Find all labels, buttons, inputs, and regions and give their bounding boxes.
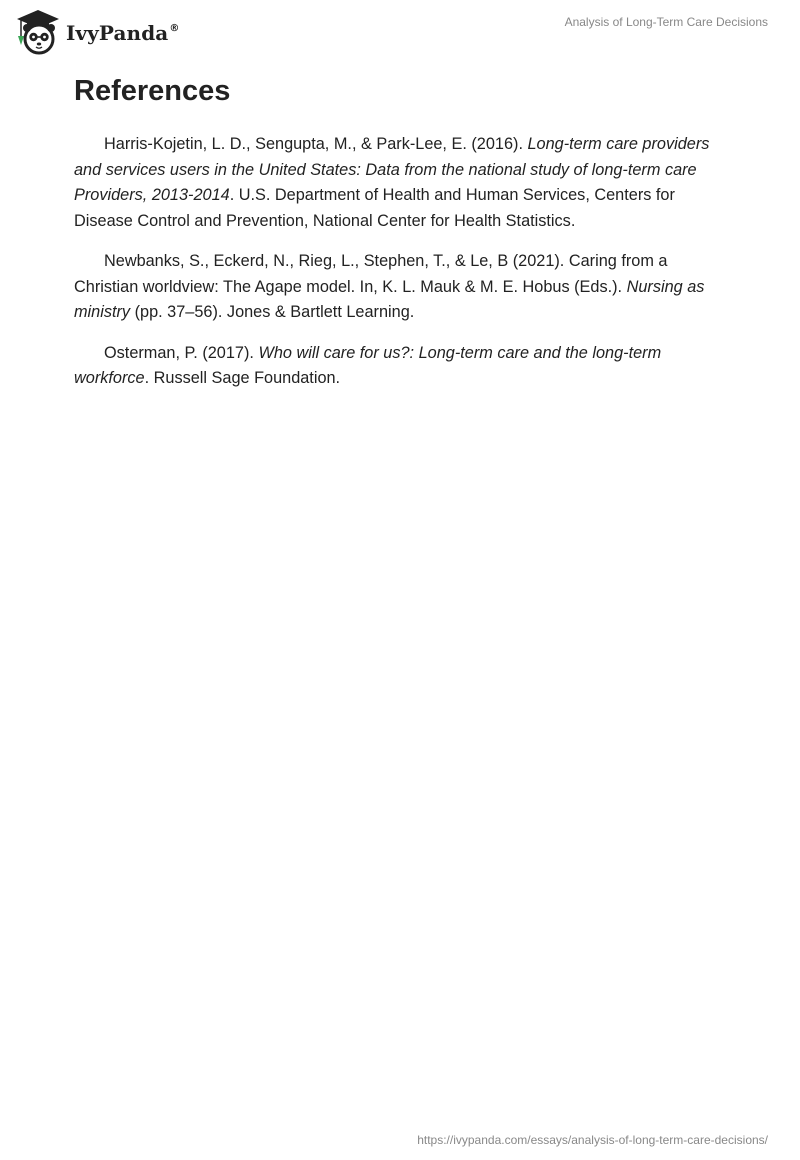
reference-title: Who will care for us?: Long-term care and the long-term workforce: [74, 343, 662, 387]
reference-authors: Osterman, P. (2017).: [104, 343, 259, 362]
reference-title: Long-term care providers and services users in the United States: Data from the national study of long-term care Providers, 2013-2014: [74, 135, 710, 204]
page-header: [0, 0, 800, 64]
reference-entry: [74, 249, 734, 326]
reference-publisher: . Russell Sage Foundation.: [144, 369, 341, 387]
source-url[interactable]: https://ivypanda.com/essays/analysis-of-long-term-care-decisions/: [417, 1133, 768, 1147]
reference-list: [74, 132, 734, 407]
page-title: References: [74, 75, 231, 107]
reference-entry: [74, 132, 734, 234]
reference-publisher: . U.S. Department of Health and Human Services, Centers for Disease Control and Prevention, National Center for Health Statistics.: [74, 186, 675, 230]
reference-publisher: (pp. 37–56). Jones & Bartlett Learning.: [130, 303, 415, 321]
reference-entry: [74, 341, 734, 392]
brand-name: IvyPanda®: [66, 21, 180, 45]
reference-title: Nursing as ministry: [74, 277, 705, 321]
reference-authors: Harris-Kojetin, L. D., Sengupta, M., & Park-Lee, E. (2016).: [104, 135, 528, 153]
running-title: Analysis of Long-Term Care Decisions: [564, 15, 768, 29]
ivypanda-logo[interactable]: [14, 8, 179, 56]
panda-graduation-cap-logo-icon: [14, 8, 62, 56]
registered-mark: ®: [169, 23, 180, 34]
reference-authors: Newbanks, S., Eckerd, N., Rieg, L., Stephen, T., & Le, B (2021). Caring from a Christian worldview: The Agape model. In, K. L. Mauk & M. E. Hobus (Eds.).: [74, 252, 668, 296]
